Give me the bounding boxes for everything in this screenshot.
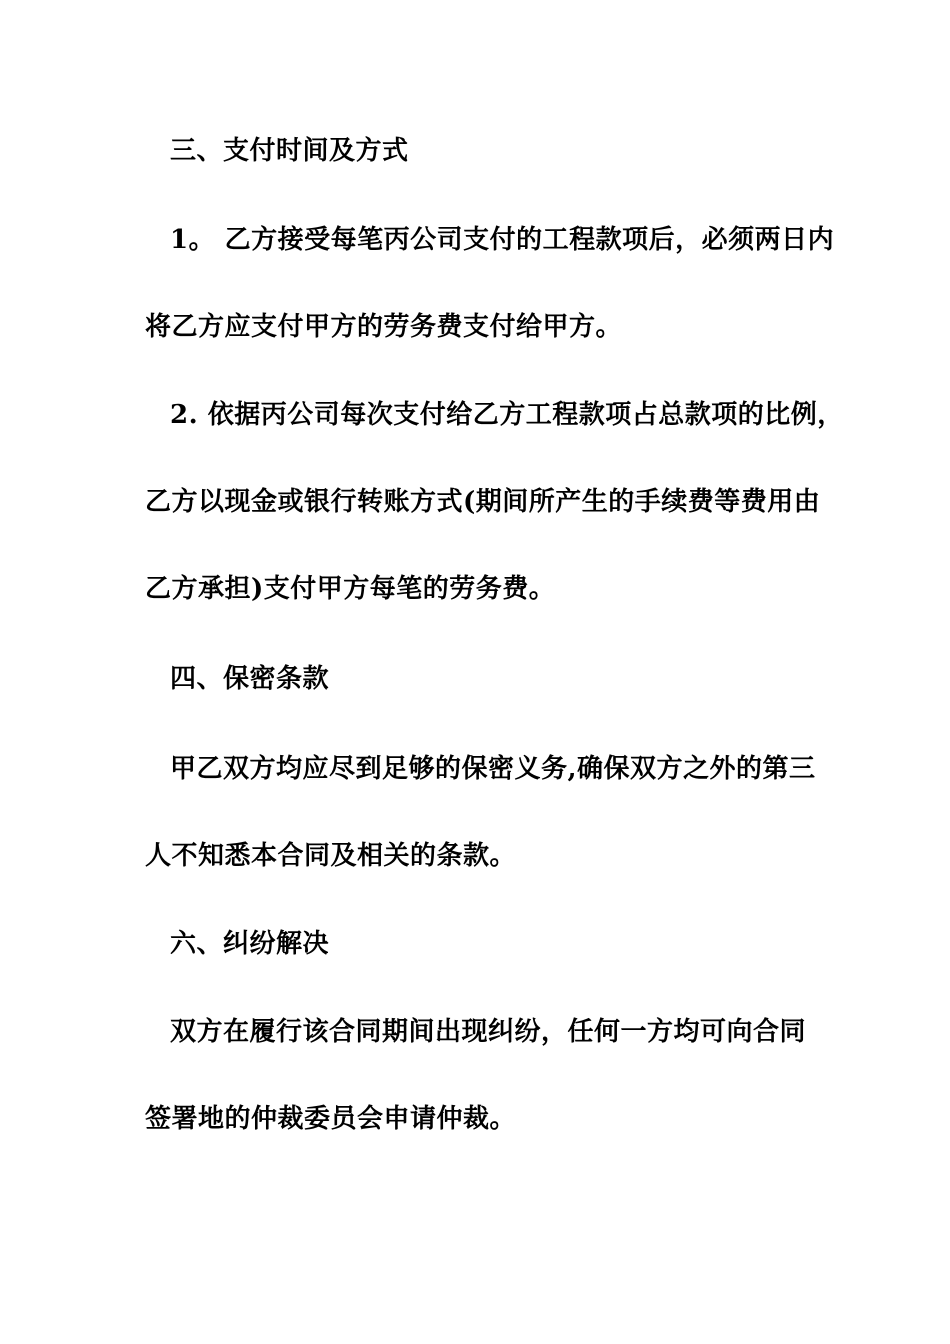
section-3-item-1-line-2: 将乙方应支付甲方的劳务费支付给甲方。 — [145, 312, 623, 342]
section-3-heading: 三、支付时间及方式 — [170, 136, 409, 166]
section-3-item-1-line-1: 1。 乙方接受每笔丙公司支付的工程款项后，必须两日内 — [170, 225, 835, 255]
section-4-heading: 四、保密条款 — [170, 664, 330, 694]
section-4-paragraph-line-1: 甲乙双方均应尽到足够的保密义务,确保双方之外的第三 — [170, 754, 816, 784]
section-4-paragraph-line-2: 人不知悉本合同及相关的条款。 — [145, 841, 517, 871]
section-3-item-2-line-2: 乙方以现金或银行转账方式(期间所产生的手续费等费用由 — [145, 487, 821, 517]
section-6-paragraph-line-1: 双方在履行该合同期间出现纠纷，任何一方均可向合同 — [170, 1017, 807, 1047]
section-3-item-2-line-3: 乙方承担)支付甲方每笔的劳务费。 — [145, 574, 556, 604]
section-3-item-2-line-1: 2. 依据丙公司每次支付给乙方工程款项占总款项的比例， — [170, 400, 844, 430]
section-6-paragraph-line-2: 签署地的仲裁委员会申请仲裁。 — [145, 1104, 517, 1134]
section-6-heading: 六、纠纷解决 — [170, 929, 330, 959]
